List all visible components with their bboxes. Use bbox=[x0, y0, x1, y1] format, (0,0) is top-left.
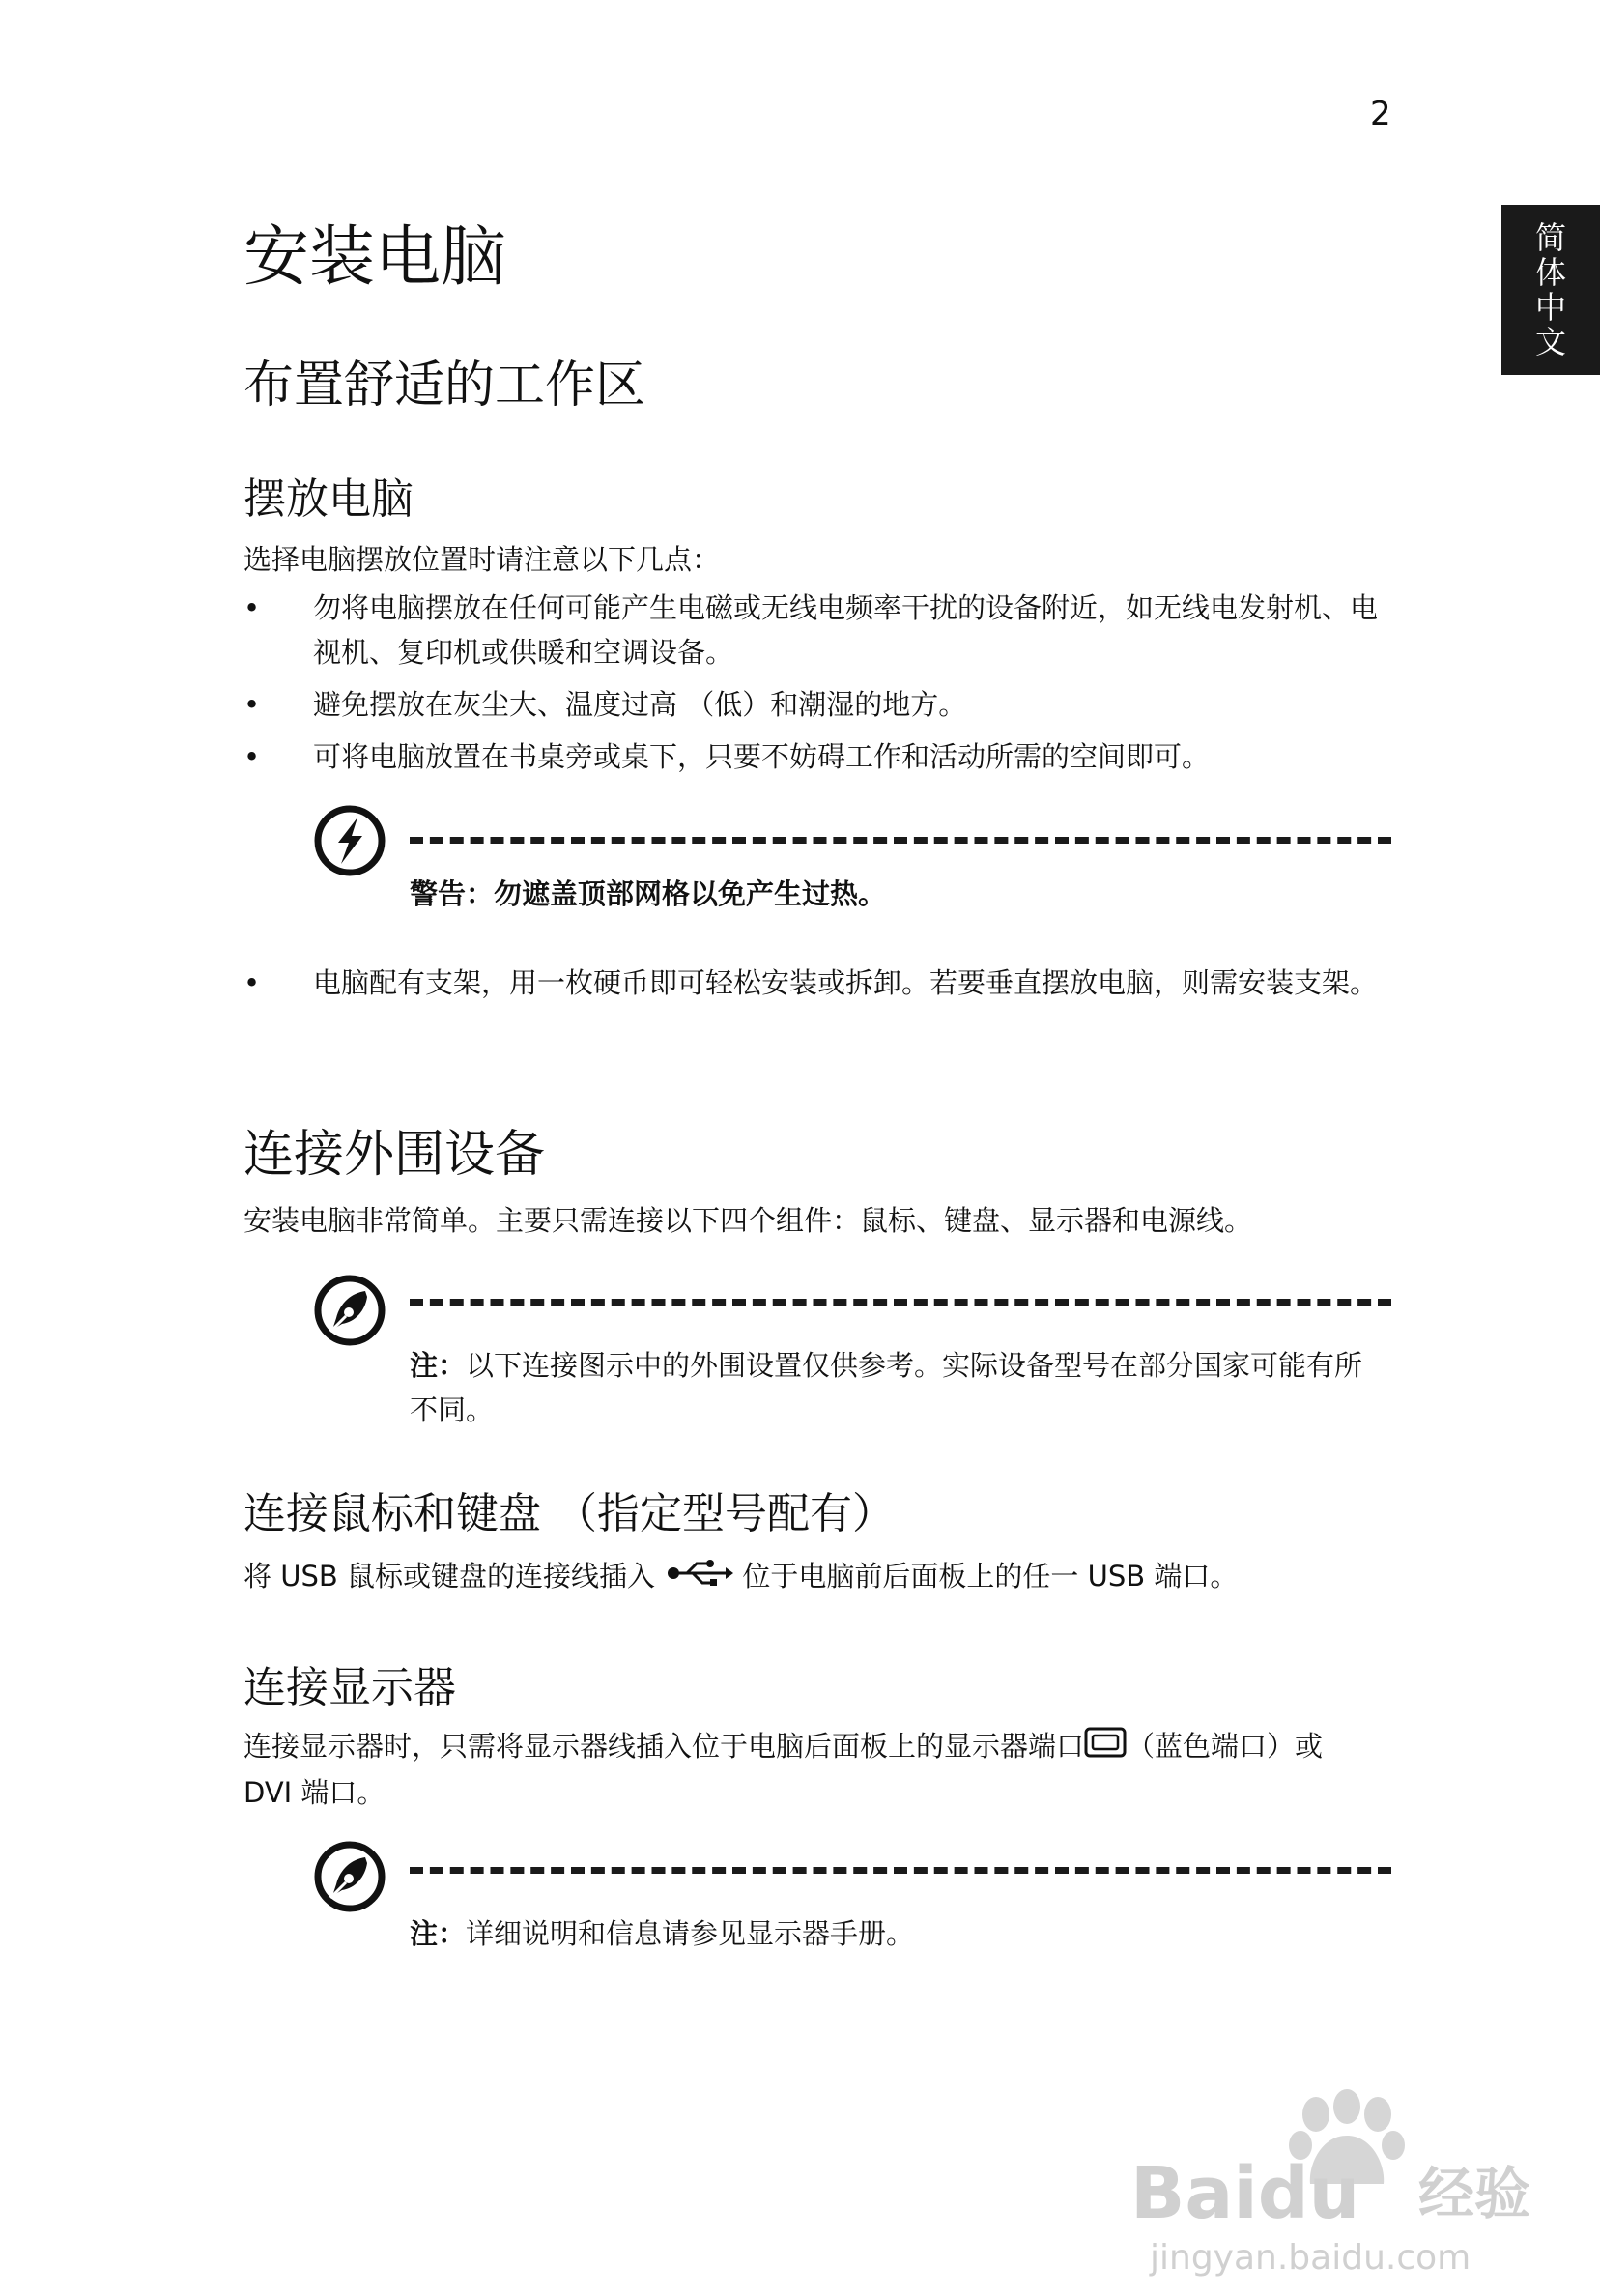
bullet-dot: • bbox=[243, 966, 261, 999]
watermark-url: jingyan.baidu.com bbox=[1150, 2238, 1471, 2278]
monitor-text-after: （蓝色端口）或 DVI 端口。 bbox=[243, 1730, 1324, 1809]
language-tab-char: 中 bbox=[1534, 289, 1566, 326]
note-icon bbox=[313, 1840, 386, 1913]
note-label: 注： bbox=[410, 1917, 467, 1950]
note-text: 详细说明和信息请参见显示器手册。 bbox=[466, 1917, 915, 1950]
note-icon bbox=[313, 1274, 386, 1347]
watermark-brand-cn: 经验 bbox=[1418, 2161, 1531, 2226]
subheading-placement: 摆放电脑 bbox=[243, 474, 414, 524]
note-text: 以下连接图示中的外围设置仅供参考。实际设备型号在部分国家可能有所不同。 bbox=[410, 1349, 1363, 1426]
usb-icon bbox=[664, 1556, 733, 1600]
note-callout-2 bbox=[410, 1911, 1376, 1956]
warning-icon bbox=[313, 804, 386, 877]
list-item-text: 电脑配有支架，用一枚硬币即可轻松安装或拆卸。若要垂直摆放电脑，则需安装支架。 bbox=[313, 966, 1379, 999]
callout-divider bbox=[410, 1867, 1391, 1874]
section-heading-workspace: 布置舒适的工作区 bbox=[243, 357, 646, 415]
monitor-text-before: 连接显示器时，只需将显示器线插入位于电脑后面板上的显示器端口 bbox=[243, 1730, 1085, 1763]
subheading-mouse-keyboard: 连接鼠标和键盘 （指定型号配有） bbox=[243, 1489, 895, 1538]
mouse-text-after: 位于电脑前后面板上的任一 USB 端口。 bbox=[742, 1560, 1239, 1593]
page-title: 安装电脑 bbox=[243, 219, 507, 296]
callout-divider bbox=[410, 837, 1391, 844]
list-item-text: 可将电脑放置在书桌旁或桌下，只要不妨碍工作和活动所需的空间即可。 bbox=[313, 740, 1211, 773]
note-callout-1 bbox=[410, 1343, 1376, 1432]
mouse-text-before: 将 USB 鼠标或键盘的连接线插入 bbox=[243, 1560, 655, 1593]
bullet-dot: • bbox=[243, 591, 261, 624]
list-item-text: 勿将电脑摆放在任何可能产生电磁或无线电频率干扰的设备附近，如无线电发射机、电视机、复印机或供暖和空调设备。 bbox=[313, 591, 1379, 669]
bullet-dot: • bbox=[243, 740, 261, 773]
page-number: 2 bbox=[1370, 95, 1391, 133]
bullet-dot: • bbox=[243, 688, 261, 721]
warning-text: 警告：勿遮盖顶部网格以免产生过热。 bbox=[410, 877, 887, 910]
watermark-brand: Baidu bbox=[1130, 2152, 1360, 2235]
list-item-text: 避免摆放在灰尘大、温度过高 （低）和潮湿的地方。 bbox=[313, 688, 967, 721]
placement-intro: 选择电脑摆放位置时请注意以下几点： bbox=[243, 543, 721, 576]
baidu-watermark bbox=[1111, 2039, 1531, 2281]
language-tab-char: 简 bbox=[1534, 219, 1566, 256]
subheading-monitor: 连接显示器 bbox=[243, 1663, 456, 1712]
language-tab-char: 体 bbox=[1534, 254, 1566, 291]
callout-divider bbox=[410, 1299, 1391, 1306]
language-tab bbox=[1501, 205, 1600, 375]
section-heading-peripherals: 连接外围设备 bbox=[243, 1126, 546, 1184]
monitor-port-icon bbox=[1084, 1726, 1127, 1770]
peripherals-intro: 安装电脑非常简单。主要只需连接以下四个组件：鼠标、键盘、显示器和电源线。 bbox=[243, 1204, 1253, 1237]
language-tab-char: 文 bbox=[1534, 324, 1566, 360]
monitor-text bbox=[243, 1724, 1345, 1815]
mouse-keyboard-text bbox=[243, 1554, 1384, 1600]
note-label: 注： bbox=[410, 1349, 467, 1382]
